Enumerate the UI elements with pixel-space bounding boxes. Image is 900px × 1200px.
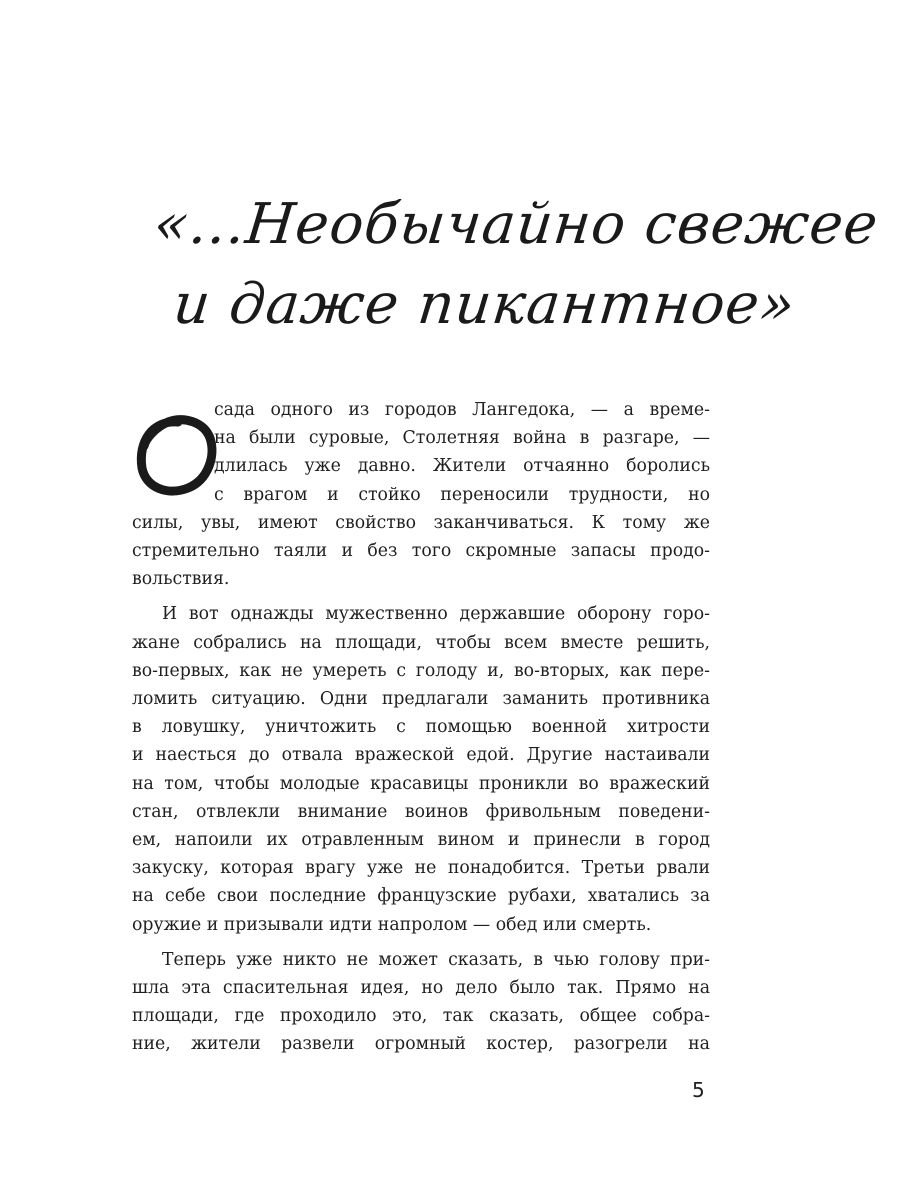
text-line: И вот однажды мужественно державшие оборону горо- (162, 604, 710, 625)
text-line: вольствия. (132, 569, 230, 590)
text-line: длилась уже давно. Жители отчаянно боролись (214, 456, 710, 477)
chapter-title-line-1: «...Необычайно свежее (150, 192, 882, 257)
body-text (132, 396, 710, 1059)
text-line: ломить ситуацию. Одни предлагали заманить противника (132, 689, 710, 710)
text-line: силы, увы, имеют свойство заканчиваться. К тому же (132, 512, 710, 533)
text-line: и наесться до отвала вражеской едой. Другие настаивали (132, 745, 710, 766)
chapter-title (132, 185, 882, 345)
text-line: Теперь уже никто не может сказать, в чью голову при- (162, 949, 710, 970)
text-line: шла эта спасительная идея, но дело было так. Прямо на (132, 978, 710, 999)
text-line: стремительно таяли и без того скромные запасы продо- (132, 541, 710, 562)
text-line: площади, где проходило это, так сказать, общее собра- (132, 1006, 710, 1027)
page-number: 5 (692, 1078, 705, 1102)
text-line: жане собрались на площади, чтобы всем вместе решить, (132, 632, 710, 653)
text-line: в ловушку, уничтожить с помощью военной хитрости (132, 717, 710, 738)
text-line: с врагом и стойко переносили трудности, но (214, 484, 710, 505)
text-line: на себе свои последние французские рубахи, хватались за (132, 886, 710, 907)
text-line: оружие и призывали идти напролом — обед или смерть. (132, 914, 652, 935)
text-line: сада одного из городов Лангедока, — а време- (214, 400, 710, 420)
chapter-title-line-2: и даже пикантное» (170, 272, 799, 337)
text-line: на были суровые, Столетняя война в разгаре, — (214, 428, 710, 449)
text-line: стан, отвлекли внимание воинов фривольным поведени- (132, 801, 710, 822)
text-line: ние, жители развели огромный костер, разогрели на (132, 1034, 710, 1055)
text-line: ем, напоили их отравленным вином и принесли в город (132, 830, 710, 851)
text-line: закуску, которая врагу уже не понадобится. Третьи рвали (132, 858, 710, 879)
text-line: на том, чтобы молодые красавицы проникли во вражеский (132, 773, 710, 794)
text-line: во-первых, как не умереть с голоду и, во-вторых, как пере- (132, 660, 710, 681)
